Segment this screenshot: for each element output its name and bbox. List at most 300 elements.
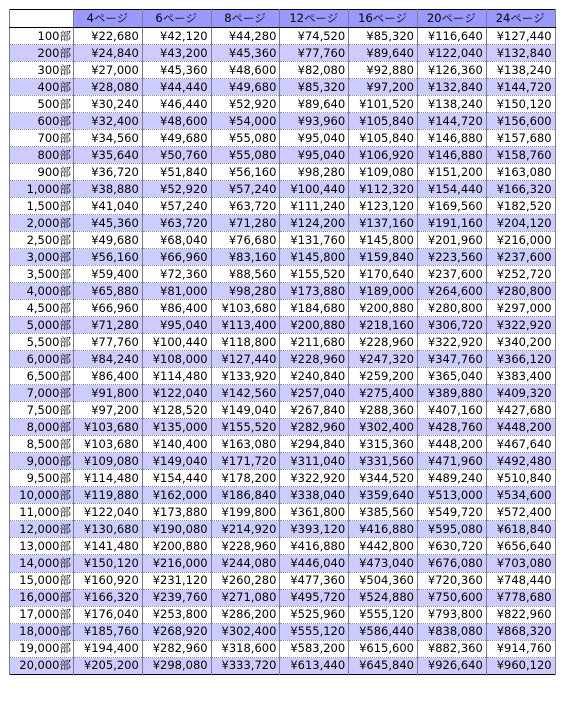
price-cell: ¥185,760: [74, 623, 143, 640]
price-cell: ¥95,040: [280, 147, 349, 164]
quantity-cell: 600部: [10, 113, 74, 130]
price-cell: ¥190,080: [142, 521, 211, 538]
price-cell: ¥416,880: [349, 521, 418, 538]
price-cell: ¥132,840: [486, 45, 555, 62]
price-cell: ¥467,640: [486, 436, 555, 453]
price-cell: ¥926,640: [417, 657, 486, 674]
price-cell: ¥240,840: [280, 368, 349, 385]
price-cell: ¥338,040: [280, 487, 349, 504]
price-cell: ¥103,680: [74, 419, 143, 436]
price-cell: ¥282,960: [280, 419, 349, 436]
price-cell: ¥150,120: [74, 555, 143, 572]
price-cell: ¥170,640: [349, 266, 418, 283]
price-cell: ¥359,640: [349, 487, 418, 504]
price-cell: ¥182,520: [486, 198, 555, 215]
price-cell: ¥748,440: [486, 572, 555, 589]
table-row: [10, 62, 556, 79]
price-cell: ¥49,680: [142, 130, 211, 147]
price-cell: ¥237,600: [486, 249, 555, 266]
price-cell: ¥126,360: [417, 62, 486, 79]
price-cell: ¥128,520: [142, 402, 211, 419]
price-cell: ¥158,760: [486, 147, 555, 164]
price-cell: ¥793,800: [417, 606, 486, 623]
price-cell: ¥63,720: [142, 215, 211, 232]
quantity-cell: 11,000部: [10, 504, 74, 521]
price-cell: ¥178,200: [211, 470, 280, 487]
price-cell: ¥65,880: [74, 283, 143, 300]
price-cell: ¥59,400: [74, 266, 143, 283]
table-row: [10, 300, 556, 317]
price-cell: ¥42,120: [142, 28, 211, 45]
price-cell: ¥138,240: [417, 96, 486, 113]
price-cell: ¥159,840: [349, 249, 418, 266]
price-cell: ¥119,880: [74, 487, 143, 504]
price-cell: ¥123,120: [349, 198, 418, 215]
price-cell: ¥100,440: [280, 181, 349, 198]
price-cell: ¥630,720: [417, 538, 486, 555]
price-cell: ¥98,280: [211, 283, 280, 300]
price-cell: ¥22,680: [74, 28, 143, 45]
price-cell: ¥89,640: [280, 96, 349, 113]
price-cell: ¥41,040: [74, 198, 143, 215]
price-cell: ¥428,760: [417, 419, 486, 436]
price-cell: ¥960,120: [486, 657, 555, 674]
price-cell: ¥199,800: [211, 504, 280, 521]
price-cell: ¥407,160: [417, 402, 486, 419]
price-cell: ¥149,040: [211, 402, 280, 419]
price-cell: ¥166,320: [74, 589, 143, 606]
table-row: [10, 657, 556, 674]
table-row: [10, 385, 556, 402]
table-row: [10, 623, 556, 640]
quantity-cell: 6,000部: [10, 351, 74, 368]
table-row: [10, 589, 556, 606]
price-cell: ¥114,480: [142, 368, 211, 385]
price-cell: ¥838,080: [417, 623, 486, 640]
price-cell: ¥200,880: [280, 317, 349, 334]
price-cell: ¥504,360: [349, 572, 418, 589]
price-cell: ¥315,360: [349, 436, 418, 453]
price-cell: ¥55,080: [211, 147, 280, 164]
price-cell: ¥228,960: [349, 334, 418, 351]
quantity-cell: 15,000部: [10, 572, 74, 589]
price-cell: ¥331,560: [349, 453, 418, 470]
price-cell: ¥214,920: [211, 521, 280, 538]
table-row: [10, 504, 556, 521]
price-cell: ¥72,360: [142, 266, 211, 283]
price-cell: ¥513,000: [417, 487, 486, 504]
price-cell: ¥720,360: [417, 572, 486, 589]
price-cell: ¥252,720: [486, 266, 555, 283]
quantity-cell: 400部: [10, 79, 74, 96]
price-cell: ¥146,880: [417, 147, 486, 164]
price-cell: ¥409,320: [486, 385, 555, 402]
price-cell: ¥46,440: [142, 96, 211, 113]
price-cell: ¥778,680: [486, 589, 555, 606]
price-cell: ¥322,920: [486, 317, 555, 334]
quantity-cell: 500部: [10, 96, 74, 113]
quantity-cell: 9,500部: [10, 470, 74, 487]
quantity-cell: 200部: [10, 45, 74, 62]
price-cell: ¥524,880: [349, 589, 418, 606]
price-cell: ¥118,800: [211, 334, 280, 351]
price-cell: ¥114,480: [74, 470, 143, 487]
price-cell: ¥127,440: [211, 351, 280, 368]
price-table-container: [9, 9, 555, 675]
price-cell: ¥205,200: [74, 657, 143, 674]
price-cell: ¥555,120: [280, 623, 349, 640]
quantity-cell: 4,000部: [10, 283, 74, 300]
quantity-cell: 9,000部: [10, 453, 74, 470]
price-cell: ¥656,640: [486, 538, 555, 555]
price-cell: ¥264,600: [417, 283, 486, 300]
price-cell: ¥268,920: [142, 623, 211, 640]
price-cell: ¥267,840: [280, 402, 349, 419]
table-row: [10, 147, 556, 164]
table-row: [10, 181, 556, 198]
price-cell: ¥218,160: [349, 317, 418, 334]
quantity-cell: 20,000部: [10, 657, 74, 674]
price-cell: ¥144,720: [486, 79, 555, 96]
price-cell: ¥228,960: [211, 538, 280, 555]
price-cell: ¥145,800: [349, 232, 418, 249]
price-cell: ¥113,400: [211, 317, 280, 334]
price-cell: ¥703,080: [486, 555, 555, 572]
price-cell: ¥49,680: [74, 232, 143, 249]
quantity-cell: 3,000部: [10, 249, 74, 266]
price-cell: ¥492,480: [486, 453, 555, 470]
price-cell: ¥416,880: [280, 538, 349, 555]
price-cell: ¥109,080: [74, 453, 143, 470]
table-row: [10, 79, 556, 96]
price-cell: ¥44,440: [142, 79, 211, 96]
price-cell: ¥84,240: [74, 351, 143, 368]
column-header: 24ページ: [486, 10, 555, 28]
quantity-cell: 8,500部: [10, 436, 74, 453]
price-cell: ¥166,320: [486, 181, 555, 198]
price-cell: ¥280,800: [486, 283, 555, 300]
price-cell: ¥141,480: [74, 538, 143, 555]
price-cell: ¥151,200: [417, 164, 486, 181]
table-row: [10, 164, 556, 181]
price-cell: ¥914,760: [486, 640, 555, 657]
price-cell: ¥244,080: [211, 555, 280, 572]
price-cell: ¥86,400: [74, 368, 143, 385]
price-cell: ¥68,040: [142, 232, 211, 249]
quantity-cell: 12,000部: [10, 521, 74, 538]
price-cell: ¥446,040: [280, 555, 349, 572]
header-row: [10, 10, 556, 28]
price-cell: ¥38,880: [74, 181, 143, 198]
price-cell: ¥318,600: [211, 640, 280, 657]
table-row: [10, 453, 556, 470]
table-row: [10, 28, 556, 45]
price-cell: ¥583,200: [280, 640, 349, 657]
price-cell: ¥495,720: [280, 589, 349, 606]
price-cell: ¥645,840: [349, 657, 418, 674]
header-corner-cell: [10, 10, 74, 28]
price-cell: ¥223,560: [417, 249, 486, 266]
price-cell: ¥51,840: [142, 164, 211, 181]
price-cell: ¥157,680: [486, 130, 555, 147]
price-cell: ¥298,080: [142, 657, 211, 674]
column-header: 20ページ: [417, 10, 486, 28]
price-cell: ¥572,400: [486, 504, 555, 521]
price-cell: ¥385,560: [349, 504, 418, 521]
price-cell: ¥750,600: [417, 589, 486, 606]
table-row: [10, 606, 556, 623]
price-cell: ¥162,000: [142, 487, 211, 504]
price-cell: ¥555,120: [349, 606, 418, 623]
price-cell: ¥882,360: [417, 640, 486, 657]
price-cell: ¥184,680: [280, 300, 349, 317]
price-cell: ¥30,240: [74, 96, 143, 113]
price-cell: ¥186,840: [211, 487, 280, 504]
price-cell: ¥154,440: [417, 181, 486, 198]
price-cell: ¥122,040: [74, 504, 143, 521]
price-cell: ¥228,960: [280, 351, 349, 368]
table-row: [10, 368, 556, 385]
quantity-cell: 17,000部: [10, 606, 74, 623]
price-cell: ¥85,320: [349, 28, 418, 45]
price-cell: ¥288,360: [349, 402, 418, 419]
quantity-cell: 700部: [10, 130, 74, 147]
price-cell: ¥45,360: [211, 45, 280, 62]
price-cell: ¥302,400: [349, 419, 418, 436]
price-cell: ¥211,680: [280, 334, 349, 351]
quantity-cell: 6,500部: [10, 368, 74, 385]
price-cell: ¥282,960: [142, 640, 211, 657]
table-row: [10, 334, 556, 351]
quantity-cell: 7,000部: [10, 385, 74, 402]
quantity-cell: 100部: [10, 28, 74, 45]
table-row: [10, 130, 556, 147]
price-cell: ¥132,840: [417, 79, 486, 96]
quantity-cell: 16,000部: [10, 589, 74, 606]
price-cell: ¥103,680: [74, 436, 143, 453]
price-cell: ¥140,400: [142, 436, 211, 453]
price-cell: ¥427,680: [486, 402, 555, 419]
column-header: 8ページ: [211, 10, 280, 28]
price-cell: ¥34,560: [74, 130, 143, 147]
price-cell: ¥280,800: [417, 300, 486, 317]
price-cell: ¥822,960: [486, 606, 555, 623]
price-cell: ¥150,120: [486, 96, 555, 113]
price-cell: ¥239,760: [142, 589, 211, 606]
price-cell: ¥525,960: [280, 606, 349, 623]
price-cell: ¥85,320: [280, 79, 349, 96]
price-cell: ¥57,240: [142, 198, 211, 215]
price-cell: ¥43,200: [142, 45, 211, 62]
table-row: [10, 572, 556, 589]
price-cell: ¥160,920: [74, 572, 143, 589]
price-cell: ¥365,040: [417, 368, 486, 385]
price-cell: ¥131,760: [280, 232, 349, 249]
quantity-cell: 2,500部: [10, 232, 74, 249]
price-cell: ¥275,400: [349, 385, 418, 402]
price-cell: ¥322,920: [417, 334, 486, 351]
price-cell: ¥253,800: [142, 606, 211, 623]
price-cell: ¥200,880: [142, 538, 211, 555]
price-cell: ¥216,000: [142, 555, 211, 572]
table-row: [10, 436, 556, 453]
price-cell: ¥306,720: [417, 317, 486, 334]
price-cell: ¥311,040: [280, 453, 349, 470]
price-cell: ¥116,640: [417, 28, 486, 45]
price-cell: ¥549,720: [417, 504, 486, 521]
table-row: [10, 351, 556, 368]
price-cell: ¥615,600: [349, 640, 418, 657]
price-cell: ¥48,600: [142, 113, 211, 130]
price-cell: ¥52,920: [142, 181, 211, 198]
price-cell: ¥200,880: [349, 300, 418, 317]
price-cell: ¥57,240: [211, 181, 280, 198]
price-cell: ¥156,600: [486, 113, 555, 130]
price-cell: ¥169,560: [417, 198, 486, 215]
price-cell: ¥122,040: [142, 385, 211, 402]
quantity-cell: 14,000部: [10, 555, 74, 572]
quantity-cell: 4,500部: [10, 300, 74, 317]
price-cell: ¥49,680: [211, 79, 280, 96]
price-cell: ¥477,360: [280, 572, 349, 589]
price-cell: ¥130,680: [74, 521, 143, 538]
price-cell: ¥127,440: [486, 28, 555, 45]
price-cell: ¥77,760: [74, 334, 143, 351]
price-cell: ¥24,840: [74, 45, 143, 62]
price-cell: ¥44,280: [211, 28, 280, 45]
price-cell: ¥95,040: [142, 317, 211, 334]
price-cell: ¥142,560: [211, 385, 280, 402]
price-cell: ¥393,120: [280, 521, 349, 538]
price-cell: ¥63,720: [211, 198, 280, 215]
price-cell: ¥83,160: [211, 249, 280, 266]
price-cell: ¥201,960: [417, 232, 486, 249]
price-cell: ¥138,240: [486, 62, 555, 79]
price-cell: ¥135,000: [142, 419, 211, 436]
price-cell: ¥471,960: [417, 453, 486, 470]
price-cell: ¥76,680: [211, 232, 280, 249]
price-cell: ¥66,960: [74, 300, 143, 317]
price-cell: ¥618,840: [486, 521, 555, 538]
price-cell: ¥98,280: [280, 164, 349, 181]
price-cell: ¥344,520: [349, 470, 418, 487]
column-header: 4ページ: [74, 10, 143, 28]
price-cell: ¥176,040: [74, 606, 143, 623]
price-cell: ¥194,400: [74, 640, 143, 657]
price-cell: ¥448,200: [417, 436, 486, 453]
table-row: [10, 215, 556, 232]
quantity-cell: 5,500部: [10, 334, 74, 351]
table-row: [10, 317, 556, 334]
price-cell: ¥89,640: [349, 45, 418, 62]
price-cell: ¥448,200: [486, 419, 555, 436]
quantity-cell: 5,000部: [10, 317, 74, 334]
price-cell: ¥112,320: [349, 181, 418, 198]
column-header: 12ページ: [280, 10, 349, 28]
price-cell: ¥155,520: [280, 266, 349, 283]
table-body: [10, 28, 556, 675]
price-cell: ¥124,200: [280, 215, 349, 232]
table-row: [10, 232, 556, 249]
price-cell: ¥366,120: [486, 351, 555, 368]
price-cell: ¥204,120: [486, 215, 555, 232]
price-cell: ¥149,040: [142, 453, 211, 470]
price-cell: ¥103,680: [211, 300, 280, 317]
price-cell: ¥97,200: [74, 402, 143, 419]
quantity-cell: 1,500部: [10, 198, 74, 215]
price-cell: ¥473,040: [349, 555, 418, 572]
price-cell: ¥77,760: [280, 45, 349, 62]
price-cell: ¥489,240: [417, 470, 486, 487]
price-cell: ¥81,000: [142, 283, 211, 300]
price-cell: ¥286,200: [211, 606, 280, 623]
quantity-cell: 18,000部: [10, 623, 74, 640]
price-cell: ¥109,080: [349, 164, 418, 181]
price-cell: ¥260,280: [211, 572, 280, 589]
price-cell: ¥137,160: [349, 215, 418, 232]
table-row: [10, 45, 556, 62]
price-cell: ¥100,440: [142, 334, 211, 351]
price-cell: ¥108,000: [142, 351, 211, 368]
price-cell: ¥171,720: [211, 453, 280, 470]
table-row: [10, 538, 556, 555]
price-cell: ¥105,840: [349, 130, 418, 147]
quantity-cell: 900部: [10, 164, 74, 181]
price-cell: ¥173,880: [142, 504, 211, 521]
price-cell: ¥50,760: [142, 147, 211, 164]
price-cell: ¥71,280: [74, 317, 143, 334]
price-cell: ¥389,880: [417, 385, 486, 402]
price-cell: ¥361,800: [280, 504, 349, 521]
table-row: [10, 249, 556, 266]
price-cell: ¥144,720: [417, 113, 486, 130]
price-cell: ¥163,080: [486, 164, 555, 181]
price-cell: ¥56,160: [211, 164, 280, 181]
price-cell: ¥45,360: [74, 215, 143, 232]
table-row: [10, 640, 556, 657]
price-cell: ¥106,920: [349, 147, 418, 164]
table-row: [10, 283, 556, 300]
price-cell: ¥237,600: [417, 266, 486, 283]
quantity-cell: 13,000部: [10, 538, 74, 555]
table-row: [10, 113, 556, 130]
price-cell: ¥676,080: [417, 555, 486, 572]
price-cell: ¥66,960: [142, 249, 211, 266]
price-cell: ¥91,800: [74, 385, 143, 402]
price-cell: ¥82,080: [280, 62, 349, 79]
price-cell: ¥48,600: [211, 62, 280, 79]
price-cell: ¥613,440: [280, 657, 349, 674]
price-cell: ¥36,720: [74, 164, 143, 181]
price-cell: ¥173,880: [280, 283, 349, 300]
price-cell: ¥35,640: [74, 147, 143, 164]
table-row: [10, 96, 556, 113]
price-cell: ¥383,400: [486, 368, 555, 385]
price-cell: ¥333,720: [211, 657, 280, 674]
price-cell: ¥95,040: [280, 130, 349, 147]
table-row: [10, 521, 556, 538]
price-cell: ¥189,000: [349, 283, 418, 300]
price-cell: ¥56,160: [74, 249, 143, 266]
price-cell: ¥74,520: [280, 28, 349, 45]
column-header: 16ページ: [349, 10, 418, 28]
price-cell: ¥247,320: [349, 351, 418, 368]
table-header: [10, 10, 556, 28]
price-cell: ¥92,880: [349, 62, 418, 79]
table-row: [10, 266, 556, 283]
quantity-cell: 300部: [10, 62, 74, 79]
price-cell: ¥93,960: [280, 113, 349, 130]
